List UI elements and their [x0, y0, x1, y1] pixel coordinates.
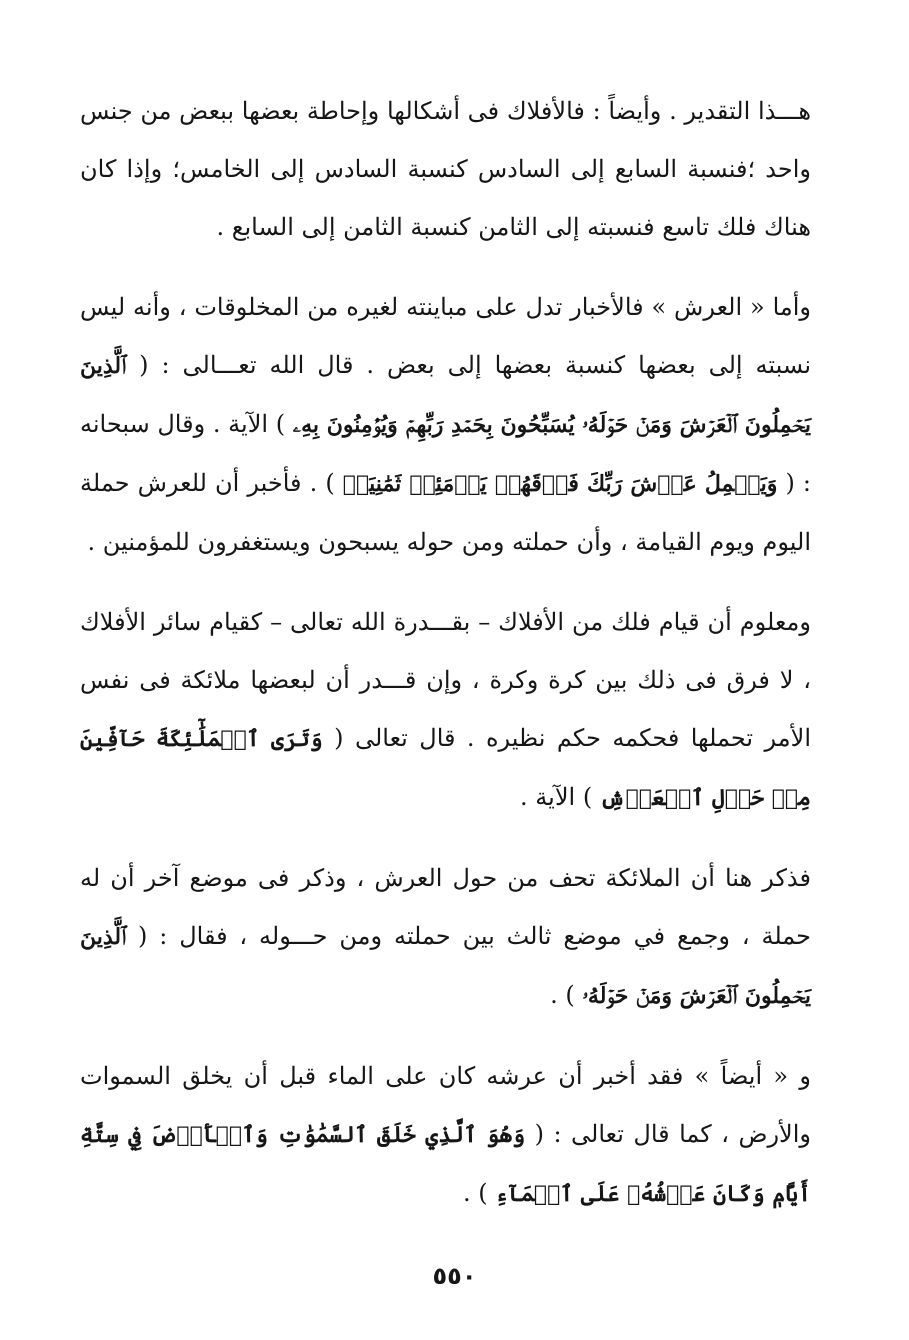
page-number: ٥٥٠	[432, 1262, 477, 1290]
paragraph	[80, 593, 811, 827]
quran-verse: وَتَرَى ٱلۡمَلَٰٓئِكَةَ حَآفِّينَ مِنۡ حَوۡلِ ٱلۡعَرۡشِ	[80, 726, 811, 811]
paragraph-text: و « أيضاً » فقد أخبر أن عرشه كان على الماء قبل أن يخلق السموات والأرض ، كما قال تعالى : (	[80, 1062, 811, 1148]
paragraph-text: فذكر هنا أن الملائكة تحف من حول العرش ، وذكر فى موضع آخر أن له حملة ، وجمع في موضع ثالث بين حملته ومن حـــوله ، فقال : (	[80, 864, 811, 950]
paragraph-text: ) الآية . وقال سبحانه : (	[80, 410, 811, 497]
paragraph	[80, 849, 811, 1025]
paragraph-text: ) . فأخبر أن للعرش حملة اليوم ويوم القيامة ، وأن حملته ومن حوله يسبحون ويستغفرون للمؤمنين .	[80, 469, 811, 556]
paragraph-text: ) .	[550, 981, 583, 1009]
body-text	[80, 82, 811, 1223]
quran-verse: وَهُوَ ٱلَّذِي خَلَقَ ٱلسَّمَٰوَٰتِ وَٱلۡأَرۡضَ فِي سِتَّةِ أَيَّامٖ وَكَانَ عَرۡشُهُۥ عَلَى ٱلۡمَآءِ	[80, 1122, 811, 1207]
paragraph	[80, 1047, 811, 1223]
paragraph	[80, 278, 811, 571]
paragraph-text: ) الآية .	[520, 783, 600, 811]
quran-verse: ٱلَّذِينَ يَحۡمِلُونَ ٱلۡعَرۡشَ وَمَنۡ حَوۡلَهُۥ يُسَبِّحُونَ بِحَمۡدِ رَبِّهِمۡ وَيُؤۡمِنُونَ بِهِۦ	[80, 353, 811, 438]
quran-verse: ٱلَّذِينَ يَحۡمِلُونَ ٱلۡعَرۡشَ وَمَنۡ حَوۡلَهُۥ	[80, 924, 811, 1009]
paragraph-text: وأما « العرش » فالأخبار تدل على مباينته لغيره من المخلوقات ، وأنه ليس نسبته إلى بعضها كنسبة بعضها إلى بعض . قال الله تعـــالى : (	[80, 293, 811, 379]
quran-verse: وَيَحۡمِلُ عَرۡشَ رَبِّكَ فَوۡقَهُمۡ يَوۡمَئِذٖ ثَمَٰنِيَةٞ	[342, 471, 778, 497]
paragraph	[80, 82, 811, 256]
paragraph-text: ) .	[462, 1179, 496, 1207]
paragraph-text: ومعلوم أن قيام فلك من الأفلاك – بقـــدرة الله تعالى – كقيام سائر الأفلاك ، لا فرق فى ذلك بين كرة وكرة ، وإن قـــدر أن لبعضها ملائكة فى نفس الأمر تحملها فحكمه حكم نظيره . قال تعالى (	[80, 608, 811, 752]
paragraph-text: هـــذا التقدير . وأيضاً : فالأفلاك فى أشكالها وإحاطة بعضها ببعض من جنس واحد ؛فنسبة السابع إلى السادس كنسبة السادس إلى الخامس؛ وإذا كان هناك فلك تاسع فنسبته إلى الثامن كنسبة الثامن إلى السابع .	[80, 97, 811, 241]
